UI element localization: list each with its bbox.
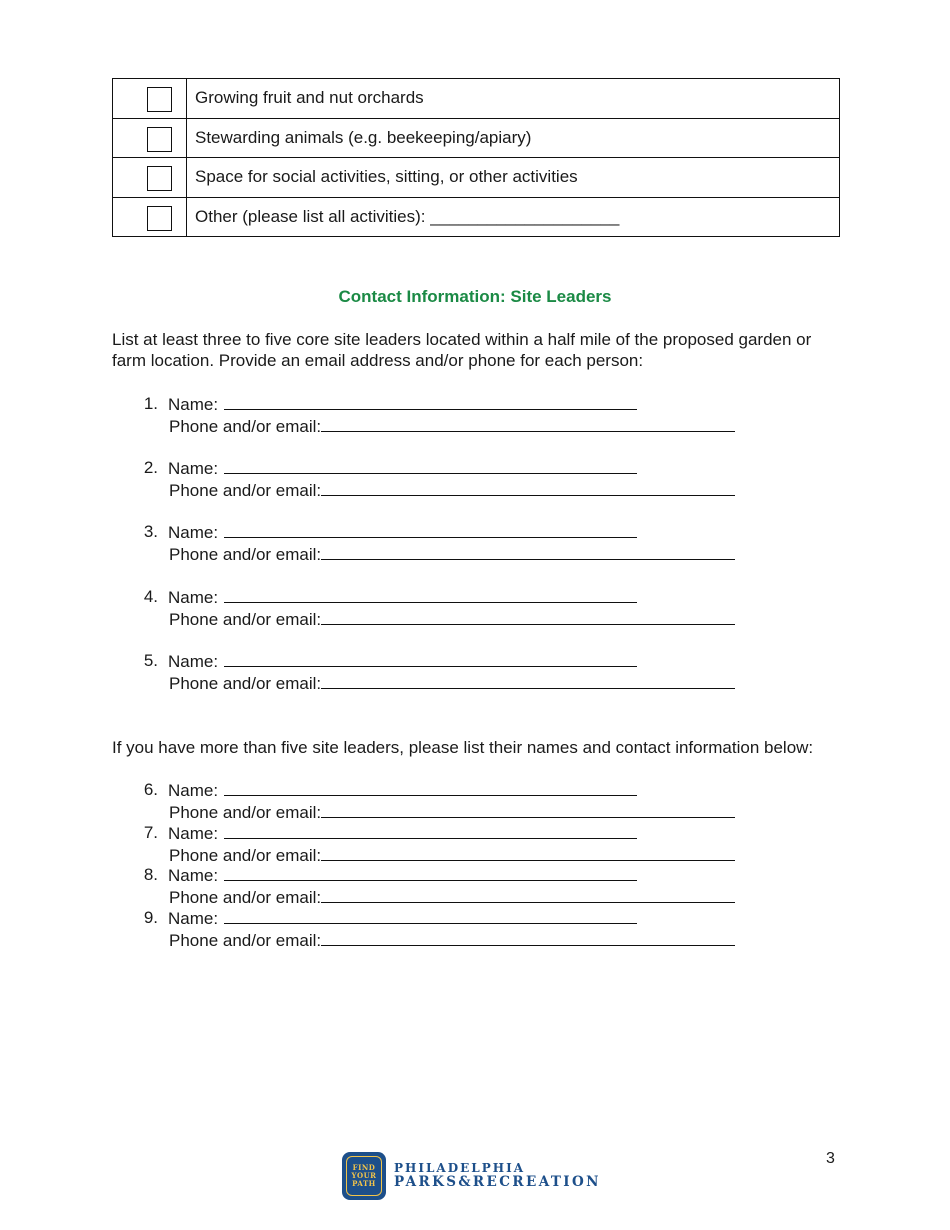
- site-leader-entry: [112, 393, 812, 436]
- name-field[interactable]: [224, 779, 637, 796]
- contact-field[interactable]: [321, 929, 735, 946]
- leader-number: 7.: [143, 823, 158, 842]
- activity-checkbox[interactable]: [147, 166, 172, 191]
- activity-checkbox[interactable]: [147, 206, 172, 231]
- contact-field[interactable]: [321, 886, 735, 903]
- site-leader-entry: [112, 779, 812, 822]
- leader-number: 4.: [143, 587, 158, 606]
- org-name: PHILADELPHIA PARKS&RECREATION: [394, 1161, 601, 1190]
- name-label: Name:: [168, 588, 219, 607]
- activity-checkbox[interactable]: [147, 127, 172, 152]
- contact-label: Phone and/or email:: [169, 480, 322, 500]
- activity-row: [113, 197, 840, 237]
- contact-field[interactable]: [321, 543, 735, 560]
- leader-number: 2.: [143, 458, 158, 477]
- site-leader-entry: [112, 457, 812, 500]
- contact-label: Phone and/or email:: [169, 416, 322, 436]
- leader-number: 9.: [143, 908, 158, 927]
- activities-table: [112, 78, 840, 237]
- name-field[interactable]: [224, 864, 637, 881]
- name-label: Name:: [168, 523, 219, 542]
- section-title: Contact Information: Site Leaders: [338, 287, 612, 306]
- contact-field[interactable]: [321, 844, 735, 861]
- name-label: Name:: [168, 459, 219, 478]
- leader-number: 8.: [143, 865, 158, 884]
- contact-label: Phone and/or email:: [169, 544, 322, 564]
- name-field[interactable]: [224, 822, 637, 839]
- activity-row: [113, 79, 840, 119]
- contact-field[interactable]: [321, 672, 735, 689]
- site-leader-entry: [112, 864, 812, 907]
- extra-leaders-paragraph: If you have more than five site leaders, please list their names and contact information below:: [112, 738, 814, 757]
- activity-label: Growing fruit and nut orchards: [187, 79, 840, 119]
- activity-label: Other (please list all activities): ____________________: [187, 197, 840, 237]
- contact-label: Phone and/or email:: [169, 802, 322, 822]
- contact-field[interactable]: [321, 608, 735, 625]
- site-leader-entry: [112, 586, 812, 629]
- contact-field[interactable]: [321, 415, 735, 432]
- name-field[interactable]: [224, 907, 637, 924]
- name-field[interactable]: [224, 586, 637, 603]
- contact-label: Phone and/or email:: [169, 930, 322, 950]
- contact-label: Phone and/or email:: [169, 609, 322, 629]
- contact-field[interactable]: [321, 479, 735, 496]
- name-label: Name:: [168, 781, 219, 800]
- site-leader-entry: [112, 822, 812, 865]
- name-label: Name:: [168, 824, 219, 843]
- leader-number: 5.: [143, 651, 158, 670]
- site-leader-entry: [112, 650, 812, 693]
- name-label: Name:: [168, 866, 219, 885]
- name-field[interactable]: [224, 393, 637, 410]
- leader-number: 6.: [143, 780, 158, 799]
- name-field[interactable]: [224, 521, 637, 538]
- page-number: 3: [826, 1150, 835, 1167]
- name-field[interactable]: [224, 650, 637, 667]
- site-leader-entry: [112, 907, 812, 950]
- leader-number: 3.: [143, 522, 158, 541]
- contact-label: Phone and/or email:: [169, 887, 322, 907]
- name-label: Name:: [168, 652, 219, 671]
- activity-label: Stewarding animals (e.g. beekeeping/apiary): [187, 118, 840, 158]
- parks-recreation-logo: [342, 1152, 622, 1202]
- find-your-path-badge: FIND YOUR PATH: [342, 1152, 386, 1200]
- activity-row: [113, 118, 840, 158]
- contact-label: Phone and/or email:: [169, 845, 322, 865]
- activity-checkbox[interactable]: [147, 87, 172, 112]
- name-label: Name:: [168, 909, 219, 928]
- site-leader-entry: [112, 521, 812, 564]
- name-label: Name:: [168, 395, 219, 414]
- contact-field[interactable]: [321, 801, 735, 818]
- leader-number: 1.: [143, 394, 158, 413]
- activity-label: Space for social activities, sitting, or other activities: [187, 158, 840, 198]
- contact-label: Phone and/or email:: [169, 673, 322, 693]
- intro-paragraph: List at least three to five core site leaders located within a half mile of the proposed garden or farm location. Provide an email address and/or phone for each person:: [112, 330, 812, 370]
- name-field[interactable]: [224, 457, 637, 474]
- activity-row: [113, 158, 840, 198]
